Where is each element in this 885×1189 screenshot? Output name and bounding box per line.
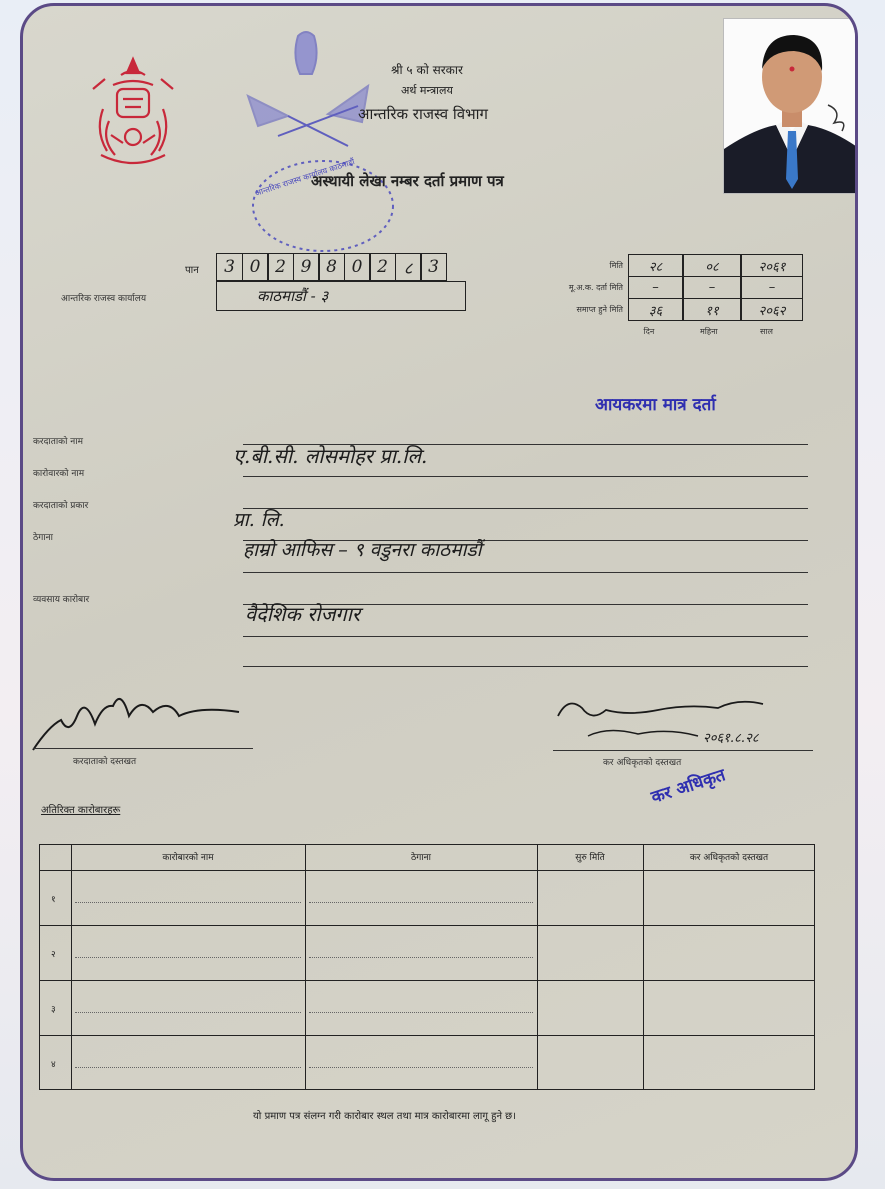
date-row-label: समाप्त हुने मिति (576, 305, 623, 314)
date-cell: ०८ (683, 254, 741, 277)
field-line (243, 636, 808, 637)
table-col-divider (305, 844, 306, 1090)
stamp-round-text: आन्तरिक राजस्व कार्यालय काठमाडौं (253, 157, 356, 198)
dotted-entry-line (75, 1012, 301, 1013)
ministry-name: अर्थ मन्त्रालय (401, 84, 453, 97)
person-portrait-icon (724, 19, 858, 193)
taxpayer-type-value: प्रा. लि. (233, 509, 285, 531)
dotted-entry-line (75, 902, 301, 903)
pan-number-boxes (216, 253, 466, 281)
gov-name: श्री ५ को सरकार (391, 63, 463, 77)
label-business-activity: व्यवसाय कारोबार (33, 595, 90, 605)
pan-digit: ८ (395, 253, 422, 281)
table-row (39, 870, 815, 871)
taxpayer-signature (29, 676, 259, 756)
table-header: ठेगाना (411, 853, 431, 863)
table-row (39, 980, 815, 981)
ird-office-box (216, 281, 466, 311)
dotted-entry-line (75, 1067, 301, 1068)
table-row-number: १ (51, 894, 56, 905)
table-row-number: ४ (51, 1059, 56, 1070)
label-taxpayer-type: करदाताको प्रकार (33, 501, 89, 511)
table-row (39, 925, 815, 926)
dotted-entry-line (75, 957, 301, 958)
date-col-label: साल (760, 327, 773, 336)
taxpayer-sign-line (33, 748, 253, 749)
income-tax-only-stamp: आयकरमा मात्र दर्ता (595, 395, 716, 415)
pan-digit: 3 (420, 253, 447, 281)
table-header: कारोबारको नाम (162, 853, 214, 863)
department-name: आन्तरिक राजस्व विभाग (358, 105, 489, 123)
business-name-value: ए.बी.सी. लोसमोहर प्रा.लि. (233, 444, 428, 468)
label-business-name: कारोवारको नाम (33, 469, 85, 479)
date-row-label: मू.अ.क. दर्ता मिति (568, 283, 623, 292)
field-line (243, 508, 808, 509)
pan-digit: 0 (242, 253, 269, 281)
table-header: सुरु मिति (575, 853, 605, 863)
dotted-entry-line (309, 902, 533, 903)
officer-signature-label: कर अधिकृतको दस्तखत (603, 758, 682, 768)
field-line (243, 572, 808, 573)
date-cell: २०६१ (741, 254, 803, 277)
date-cell: – (741, 276, 803, 299)
date-col-label: महिना (700, 327, 718, 336)
pan-digit: 0 (344, 253, 371, 281)
dotted-entry-line (309, 1067, 533, 1068)
officer-signature (548, 686, 818, 756)
nepal-coat-of-arms-seal (83, 51, 183, 176)
label-address: ठेगाना (33, 533, 53, 543)
taxpayer-signature-label: करदाताको दस्तखत (73, 757, 137, 767)
table-col-divider (537, 844, 538, 1090)
date-cell: ११ (683, 298, 741, 321)
table-border (39, 844, 815, 1090)
date-row-label: मिति (609, 261, 623, 270)
field-line (243, 666, 808, 667)
date-cell: २८ (628, 254, 683, 277)
table-col-divider (71, 844, 72, 1090)
ird-office-value: काठमाडौं - ३ (257, 287, 329, 305)
additional-heading: अतिरिक्त कारोबारहरू (41, 805, 121, 816)
dotted-entry-line (309, 957, 533, 958)
field-line (243, 476, 808, 477)
date-col-label: दिन (643, 327, 655, 336)
date-cell: – (683, 276, 741, 299)
table-header: कर अधिकृतको दस्तखत (689, 853, 769, 863)
business-activity-value: वैदेशिक रोजगार (245, 602, 361, 626)
tax-officer-stamp: कर अधिकृत (648, 765, 728, 808)
certificate-document (20, 3, 858, 1181)
pan-label: पान (185, 265, 199, 276)
pan-digit: 8 (318, 253, 345, 281)
date-table (493, 254, 813, 354)
date-cell: – (628, 276, 683, 299)
table-col-divider (643, 844, 644, 1090)
label-taxpayer-name: करदाताको नाम (33, 437, 83, 447)
pan-digit: 3 (216, 253, 243, 281)
date-cell: २०६२ (741, 298, 803, 321)
table-row-number: ३ (51, 1004, 56, 1015)
address-value: हाम्रो आफिस – ९ वडुनरा काठमाडौं (243, 539, 482, 561)
footer-note: यो प्रमाण पत्र संलग्न गरी कारोबार स्थल तथा मात्र कारोबारमा लागू हुने छ। (253, 1111, 516, 1122)
certificate-title: अस्थायी लेखा नम्बर दर्ता प्रमाण पत्र (311, 172, 504, 190)
dotted-entry-line (309, 1012, 533, 1013)
holder-photo (723, 18, 858, 194)
pan-digit: 9 (293, 253, 320, 281)
pan-digit: 2 (369, 253, 396, 281)
date-cell: ३६ (628, 298, 683, 321)
officer-sign-line (553, 750, 813, 751)
blue-office-stamp (228, 26, 408, 256)
ird-office-label: आन्तरिक राजस्व कार्यालय (61, 294, 147, 304)
officer-date: २०६१.८.२८ (703, 731, 759, 746)
pan-digit: 2 (267, 253, 294, 281)
table-row (39, 1035, 815, 1036)
additional-businesses-table (39, 844, 815, 1092)
table-row-number: २ (51, 949, 56, 960)
